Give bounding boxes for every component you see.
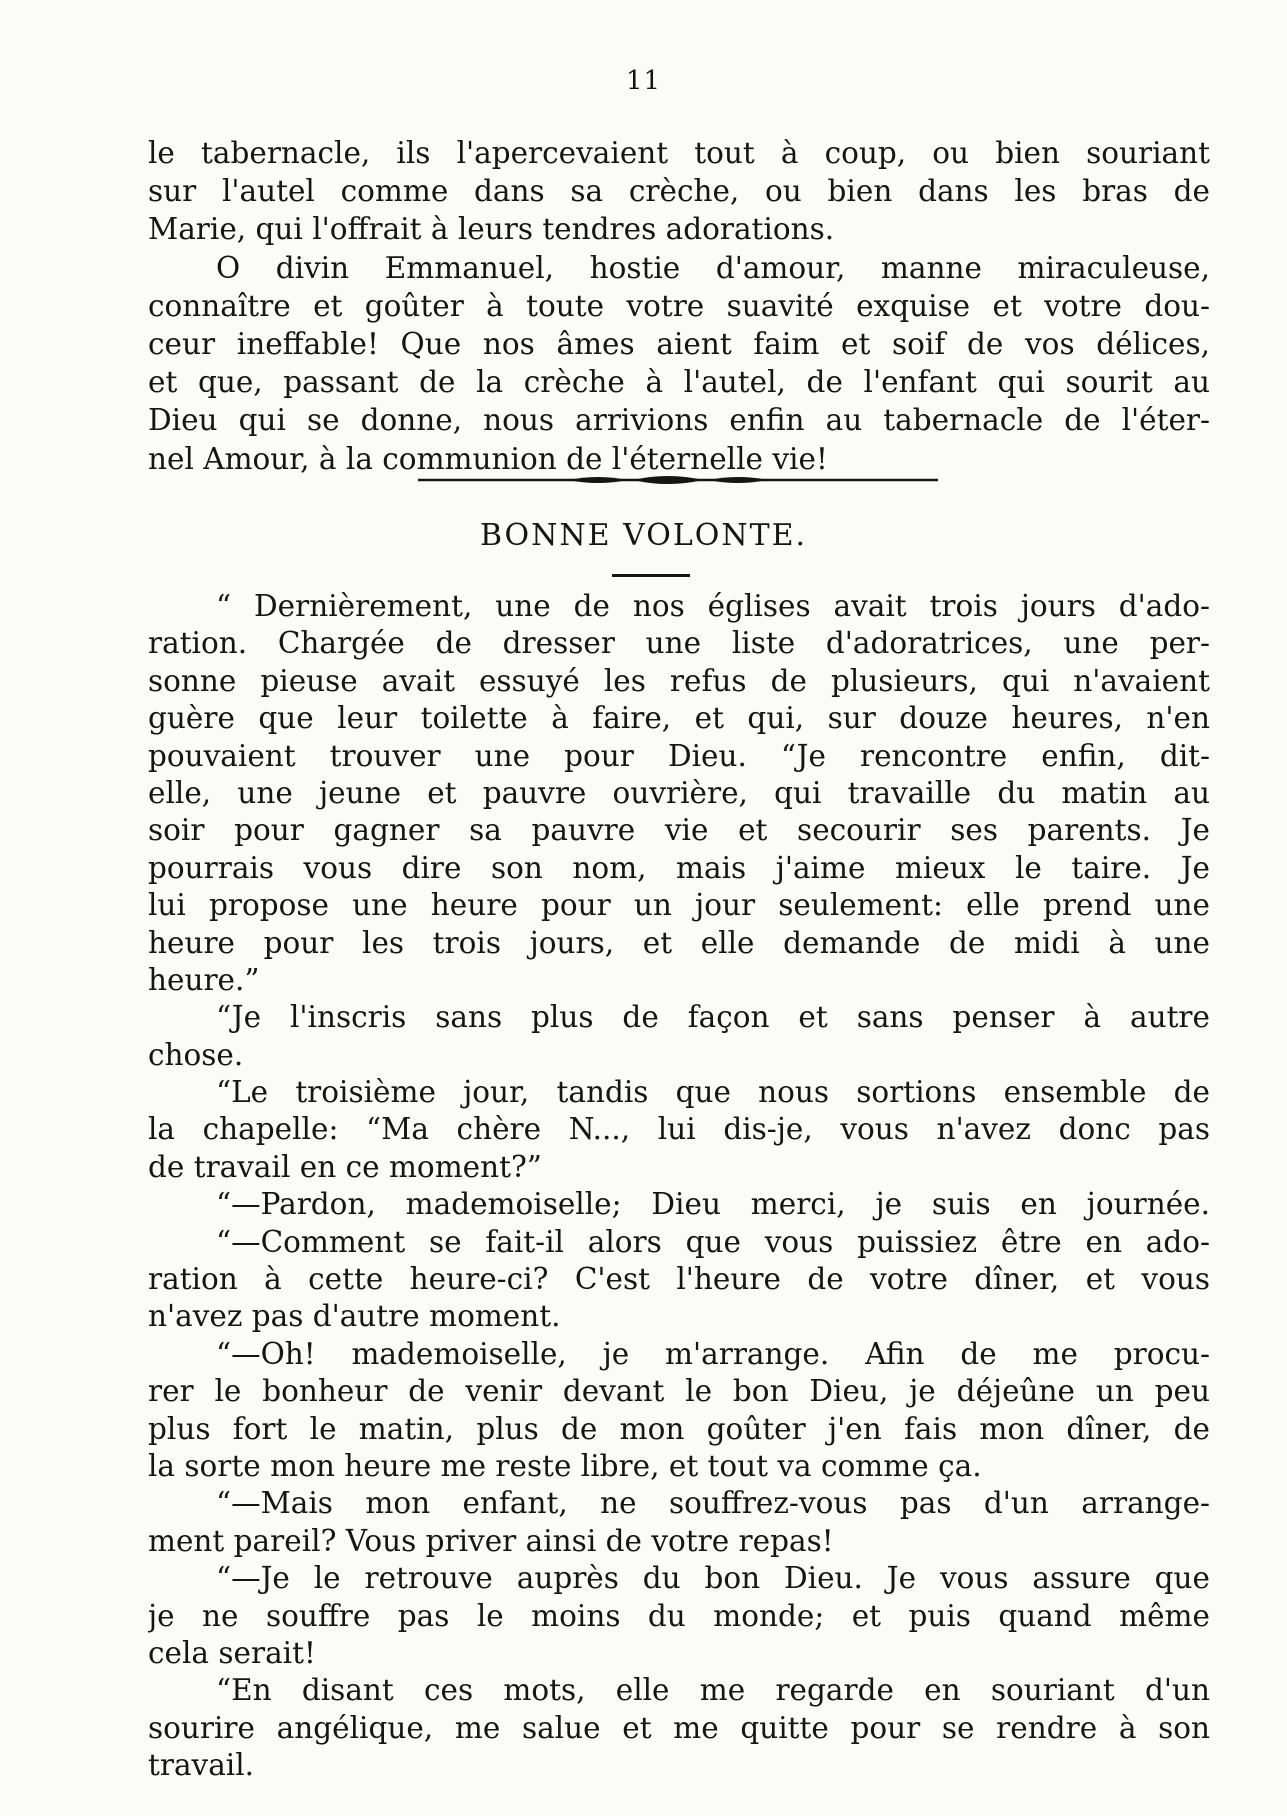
text-line: elle, une jeune et pauvre ouvrière, qui travaille du matin au (148, 775, 1210, 810)
text-line: sur l'autel comme dans sa crèche, ou bien dans les bras de (148, 174, 1210, 209)
text-line: et que, passant de la crèche à l'autel, de l'enfant qui sourit au (148, 365, 1210, 400)
text-line: heure.” (148, 962, 260, 997)
text-line: lui propose une heure pour un jour seulement: elle prend une (148, 888, 1210, 923)
page-number: 11 (625, 66, 662, 96)
text-line: n'avez pas d'autre moment. (148, 1299, 561, 1334)
text-line: chose. (148, 1037, 244, 1072)
text-line: ration à cette heure-ci? C'est l'heure de votre dîner, et vous (148, 1262, 1210, 1297)
text-line: “Je l'inscris sans plus de façon et sans penser à autre (216, 1000, 1210, 1035)
text-line: de travail en ce moment?” (148, 1149, 542, 1184)
text-line: nel Amour, à la communion de l'éternelle vie! (148, 441, 828, 476)
story-paragraphs (148, 588, 1210, 1785)
text-line: connaître et goûter à toute votre suavité exquise et votre dou- (148, 288, 1210, 323)
text-line: soir pour gagner sa pauvre vie et secourir ses parents. Je (148, 813, 1210, 848)
text-line: cela serait! (148, 1635, 316, 1670)
text-line: pourrais vous dire son nom, mais j'aime mieux le taire. Je (148, 850, 1210, 885)
text-line: pouvaient trouver une pour Dieu. “Je rencontre enfin, dit- (148, 738, 1210, 773)
text-line: “—Mais mon enfant, ne souffrez-vous pas d'un arrange- (216, 1486, 1210, 1521)
text-line: “En disant ces mots, elle me regarde en souriant d'un (216, 1673, 1210, 1708)
text-line: sourire angélique, me salue et me quitte pour se rendre à son (148, 1710, 1210, 1745)
text-line: “—Je le retrouve auprès du bon Dieu. Je vous assure que (216, 1561, 1210, 1596)
text-line: O divin Emmanuel, hostie d'amour, manne miraculeuse, (216, 250, 1210, 285)
text-line: sonne pieuse avait essuyé les refus de plusieurs, qui n'avaient (148, 663, 1210, 698)
text-line: Dieu qui se donne, nous arrivions enfin au tabernacle de l'éter- (148, 403, 1210, 438)
title-rule (612, 574, 690, 577)
text-line: ration. Chargée de dresser une liste d'adoratrices, une per- (148, 626, 1210, 661)
text-line: “—Pardon, mademoiselle; Dieu merci, je suis en journée. (216, 1187, 1210, 1222)
text-line: “ Dernièrement, une de nos églises avait trois jours d'ado- (216, 589, 1210, 623)
text-line: ment pareil? Vous priver ainsi de votre repas! (148, 1523, 834, 1558)
text-line: ceur ineffable! Que nos âmes aient faim et soif de vos délices, (148, 326, 1210, 361)
text-line: je ne souffre pas le moins du monde; et puis quand même (148, 1598, 1210, 1633)
text-line: la sorte mon heure me reste libre, et tout va comme ça. (148, 1448, 982, 1483)
text-line: rer le bonheur de venir devant le bon Dieu, je déjeûne un peu (148, 1374, 1210, 1409)
text-line: “Le troisième jour, tandis que nous sortions ensemble de (216, 1075, 1210, 1110)
intro-paragraphs (148, 134, 1210, 478)
ornamental-divider (418, 472, 938, 488)
text-line: Marie, qui l'offrait à leurs tendres adorations. (148, 212, 835, 247)
section-title: BONNE VOLONTE. (479, 518, 808, 553)
text-line: “—Comment se fait-il alors que vous puissiez être en ado- (216, 1224, 1210, 1259)
text-line: travail. (148, 1748, 255, 1783)
text-line: la chapelle: “Ma chère N..., lui dis-je, vous n'avez donc pas (148, 1112, 1210, 1147)
text-line: “—Oh! mademoiselle, je m'arrange. Afin de me procu- (216, 1336, 1210, 1371)
text-line: plus fort le matin, plus de mon goûter j'en fais mon dîner, de (148, 1411, 1210, 1446)
text-line: heure pour les trois jours, et elle demande de midi à une (148, 925, 1210, 960)
text-line: le tabernacle, ils l'apercevaient tout à coup, ou bien souriant (148, 136, 1210, 170)
text-line: guère que leur toilette à faire, et qui, sur douze heures, n'en (148, 701, 1210, 736)
